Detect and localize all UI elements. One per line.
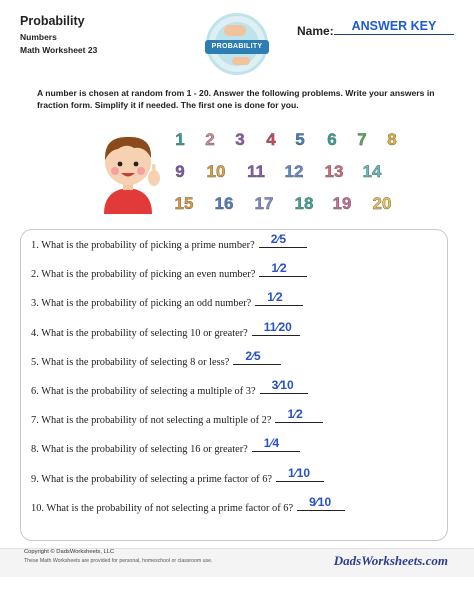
number-tile: 7 <box>357 130 367 149</box>
brand-logo: DadsWorksheets.com <box>333 553 448 568</box>
number-tile: 8 <box>387 130 397 149</box>
question-text: 2. What is the probability of picking an even number? <box>31 269 256 281</box>
answer-blank[interactable] <box>259 232 307 248</box>
answer-blank[interactable] <box>233 348 281 365</box>
child-illustration <box>90 128 166 214</box>
question-text: 9. What is the probability of selecting a prime factor of 6? <box>31 473 273 485</box>
hand-icon <box>224 25 246 36</box>
answer-blank[interactable] <box>260 378 308 394</box>
probability-logo <box>206 13 268 75</box>
answer-blank[interactable] <box>255 290 303 306</box>
answer-text: 3⁄10 <box>271 378 294 392</box>
question-row <box>31 436 300 456</box>
number-tile: 2 <box>205 130 215 149</box>
number-tile: 12 <box>284 162 304 181</box>
number-tile: 20 <box>372 194 392 213</box>
copyright-text: Copyright © DadsWorksheets, LLC <box>24 549 115 555</box>
number-tile: 18 <box>294 194 314 213</box>
question-text: 1. What is the probability of picking a prime number? <box>31 240 255 251</box>
number-tile: 17 <box>254 194 274 213</box>
hand-icon <box>232 57 250 65</box>
question-text: 10. What is the probability of not selecting a prime factor of 6? <box>31 502 294 514</box>
answer-blank[interactable] <box>252 319 300 336</box>
answer-blank[interactable] <box>252 436 300 452</box>
question-text: 7. What is the probability of not selecting a multiple of 2? <box>31 415 272 427</box>
question-row <box>31 407 323 427</box>
number-tile: 14 <box>362 162 382 181</box>
number-tile: 3 <box>235 130 245 149</box>
question-text: 5. What is the probability of selecting 8 or less? <box>31 356 230 368</box>
number-grid <box>168 130 400 220</box>
question-row <box>31 290 303 310</box>
answer-blank[interactable] <box>259 261 307 277</box>
number-tile: 10 <box>206 162 226 181</box>
number-tile: 11 <box>247 162 265 181</box>
answer-blank[interactable] <box>275 407 323 423</box>
number-tile: 9 <box>175 162 185 181</box>
number-tile: 13 <box>324 162 344 181</box>
number-tile: 15 <box>174 194 194 213</box>
number-tile: 6 <box>327 130 337 149</box>
worksheet-number: Math Worksheet 23 <box>20 45 98 55</box>
question-row <box>31 465 324 485</box>
answer-text: 1⁄2 <box>267 290 283 305</box>
question-row <box>31 319 300 339</box>
logo-text: PROBABILITY <box>205 40 269 54</box>
answer-text: 1⁄2 <box>287 407 303 422</box>
answer-text: 11⁄20 <box>263 319 292 334</box>
question-text: 6. What is the probability of selecting a multiple of 3? <box>31 386 256 397</box>
question-row <box>31 494 345 514</box>
answer-blank[interactable] <box>297 494 345 511</box>
answer-text: 1⁄4 <box>263 436 280 451</box>
worksheet-title: Probability <box>20 14 85 28</box>
answer-text: 9⁄10 <box>309 494 332 509</box>
number-tile: 4 <box>266 130 276 149</box>
number-tile: 5 <box>295 130 305 149</box>
name-field[interactable]: ANSWER KEY <box>334 19 454 35</box>
answer-text: 1⁄10 <box>288 465 311 480</box>
worksheet-subtitle: Numbers <box>20 32 57 42</box>
answer-blank[interactable] <box>276 465 324 482</box>
number-tile: 16 <box>214 194 234 213</box>
instructions: A number is chosen at random from 1 - 20. Answer the following problems. Write your answers in fraction form. Simplify it if needed. The first one is done for you. <box>37 88 435 110</box>
answer-text: 2⁄5 <box>270 232 287 246</box>
number-tile: 1 <box>175 130 185 149</box>
answer-text: 2⁄5 <box>245 348 261 363</box>
question-row <box>31 348 281 368</box>
question-row <box>31 261 307 281</box>
name-label: Name: <box>297 24 334 38</box>
number-tile: 19 <box>332 194 352 213</box>
question-text: 3. What is the probability of picking an odd number? <box>31 298 252 310</box>
question-text: 4. What is the probability of selecting 10 or greater? <box>31 327 248 339</box>
question-text: 8. What is the probability of selecting 16 or greater? <box>31 444 248 456</box>
question-row <box>31 232 307 251</box>
answer-text: 1⁄2 <box>271 261 287 276</box>
usage-note: These Math Worksheets are provided for personal, homeschool or classroom use. <box>24 558 213 564</box>
question-row <box>31 378 308 397</box>
